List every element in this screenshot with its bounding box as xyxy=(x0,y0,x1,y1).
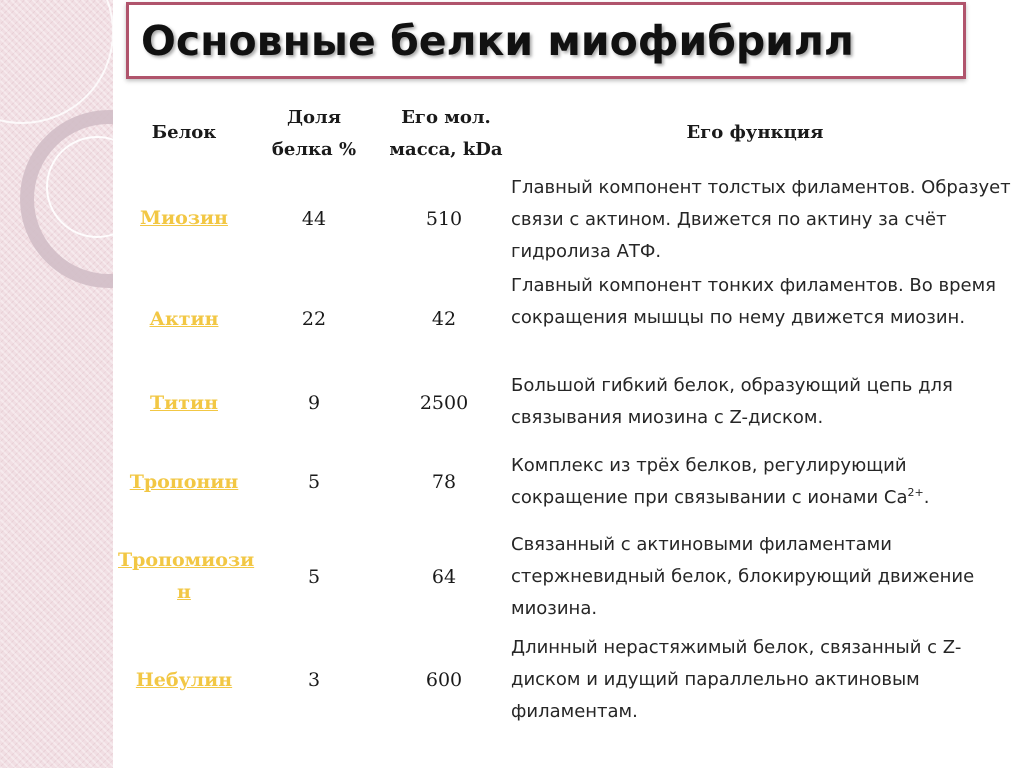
protein-name-link[interactable]: Титин xyxy=(149,392,218,414)
header-share-line1: Доля xyxy=(287,107,341,128)
protein-name-link[interactable]: Тропонин xyxy=(129,471,239,493)
protein-name-link[interactable]: Миозин xyxy=(140,207,228,229)
protein-name-line1: Тропомиози xyxy=(118,549,255,571)
function-text-main: Комплекс из трёх белков, регулирующий сокращение при связывании с ионами Ca xyxy=(511,455,908,508)
decorative-background-strip xyxy=(0,0,113,768)
protein-name-link[interactable] xyxy=(118,544,255,608)
mass-value: 64 xyxy=(431,566,457,588)
protein-name-link[interactable]: Актин xyxy=(149,308,219,330)
share-value: 22 xyxy=(301,308,327,330)
function-text: Длинный нерастяжимый белок, связанный с Z-диском и идущий параллельно актиновым филаментам. xyxy=(511,637,962,722)
function-text: Главный компонент толстых филаментов. Образует связи с актином. Движется по актину за счёт гидролиза АТФ. xyxy=(511,177,1011,262)
function-text xyxy=(511,450,1011,514)
mass-value: 42 xyxy=(431,308,457,330)
share-value: 44 xyxy=(301,208,327,230)
header-share-line2: белка % xyxy=(271,139,357,160)
share-value: 5 xyxy=(307,566,321,588)
function-text: Большой гибкий белок, образующий цепь для связывания миозина с Z-диском. xyxy=(511,375,953,428)
protein-name-line2: н xyxy=(177,581,191,603)
header-mass-line1: Его мол. xyxy=(401,107,491,128)
mass-value: 600 xyxy=(425,669,463,691)
share-value: 5 xyxy=(307,471,321,493)
function-text: Связанный с актиновыми филаментами стержневидный белок, блокирующий движение миозина. xyxy=(511,534,975,619)
slide-title: Основные белки миофибрилл xyxy=(141,17,854,65)
decorative-ring xyxy=(0,0,113,124)
header-mass-line2: масса, kDa xyxy=(389,139,503,160)
title-box xyxy=(126,2,966,79)
function-text: Главный компонент тонких филаментов. Во время сокращения мышцы по нему движется миозин. xyxy=(511,275,996,328)
protein-name-link[interactable]: Небулин xyxy=(135,669,233,691)
header-protein: Белок xyxy=(151,122,217,143)
header-mass xyxy=(380,102,512,166)
share-value: 3 xyxy=(307,669,321,691)
mass-value: 78 xyxy=(431,471,457,493)
function-superscript: 2+ xyxy=(907,486,924,499)
share-value: 9 xyxy=(307,392,321,414)
mass-value: 2500 xyxy=(419,392,469,414)
header-function: Его функция xyxy=(686,122,824,143)
function-text-tail: . xyxy=(923,487,930,508)
mass-value: 510 xyxy=(425,208,463,230)
header-share xyxy=(255,102,373,166)
